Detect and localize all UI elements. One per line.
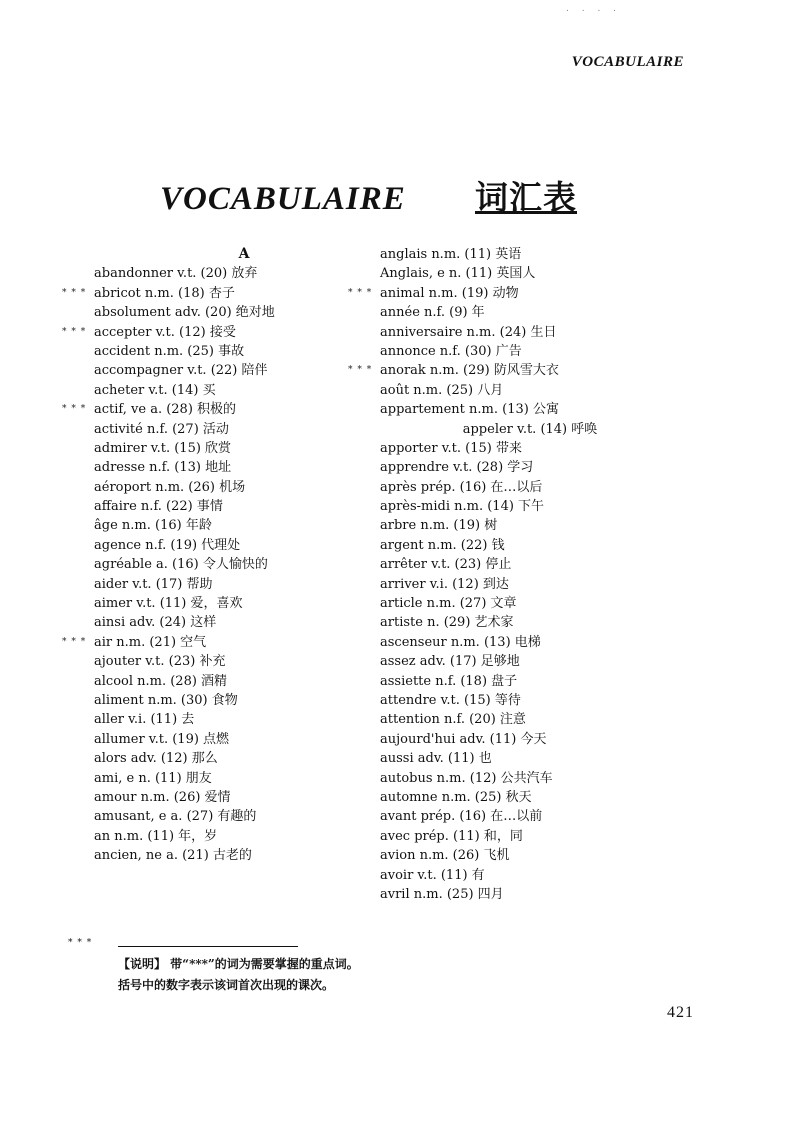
vocab-entry: avril n.m. (25) 四月 bbox=[380, 886, 504, 902]
vocab-entry: activité n.f. (27) 活动 bbox=[94, 421, 229, 437]
vocab-entry: allumer v.t. (19) 点燃 bbox=[94, 731, 230, 747]
vocab-entry: * * * abricot n.m. (18) 杏子 bbox=[94, 284, 394, 303]
vocab-entry: accompagner v.t. (22) 陪伴 bbox=[94, 363, 268, 379]
vocab-entry: aider v.t. (17) 帮助 bbox=[94, 576, 213, 592]
vocab-entry: après-midi n.m. (14) 下午 bbox=[380, 499, 545, 515]
vocab-entry: aliment n.m. (30) 食物 bbox=[94, 692, 238, 708]
vocab-entry: attendre v.t. (15) 等待 bbox=[380, 692, 521, 708]
vocab-entry: argent n.m. (22) 钱 bbox=[380, 537, 505, 553]
vocab-entry: agréable a. (16) 令人愉快的 bbox=[94, 557, 268, 573]
vocab-entry: appeler v.t. (14) 呼唤 bbox=[462, 421, 598, 437]
vocab-entry: assiette n.f. (18) 盘子 bbox=[380, 673, 518, 689]
right-column bbox=[380, 245, 680, 904]
vocab-entry: août n.m. (25) 八月 bbox=[380, 382, 504, 398]
vocab-entry: * * * anorak n.m. (29) 防风雪大衣 bbox=[380, 361, 680, 380]
vocab-entry: assez adv. (17) 足够地 bbox=[380, 654, 520, 670]
vocab-entry: ainsi adv. (24) 这样 bbox=[94, 615, 217, 631]
vocab-entry: ancien, ne a. (21) 古老的 bbox=[94, 848, 252, 864]
running-head: VOCABULAIRE bbox=[571, 54, 684, 70]
vocab-entry: admirer v.t. (15) 欣赏 bbox=[94, 440, 232, 456]
vocab-entry: ami, e n. (11) 朋友 bbox=[94, 770, 212, 786]
vocab-entry: article n.m. (27) 文章 bbox=[380, 596, 517, 612]
vocab-entry: âge n.m. (16) 年龄 bbox=[94, 518, 212, 534]
vocab-entry: avion n.m. (26) 飞机 bbox=[380, 848, 510, 864]
footnote-line-1: 【说明】 带“***”的词为需要掌握的重点词。 bbox=[118, 957, 359, 971]
vocab-entry: an n.m. (11) 年，岁 bbox=[94, 828, 218, 844]
vocab-entry: amour n.m. (26) 爱情 bbox=[94, 789, 231, 805]
vocab-entry: * * * accepter v.t. (12) 接受 bbox=[94, 323, 394, 342]
left-column bbox=[94, 245, 394, 866]
vocab-entry: aller v.i. (11) 去 bbox=[94, 712, 195, 728]
vocab-entry: artiste n. (29) 艺术家 bbox=[380, 615, 514, 631]
vocab-entry: absolument adv. (20) 绝对地 bbox=[94, 305, 275, 321]
vocab-entry: affaire n.f. (22) 事情 bbox=[94, 499, 223, 515]
page-number: 421 bbox=[667, 1004, 694, 1021]
vocab-entry: année n.f. (9) 年 bbox=[380, 305, 485, 321]
title-french: VOCABULAIRE bbox=[160, 181, 406, 217]
vocab-entry: aussi adv. (11) 也 bbox=[380, 751, 492, 767]
vocab-entry: ajouter v.t. (23) 补充 bbox=[94, 654, 226, 670]
rule-dots: * * * bbox=[68, 938, 93, 948]
vocab-entry: alors adv. (12) 那么 bbox=[94, 751, 218, 767]
vocab-entry: annonce n.f. (30) 广告 bbox=[380, 343, 522, 359]
vocab-entry: anniversaire n.m. (24) 生日 bbox=[380, 324, 557, 340]
vocab-entry: agence n.f. (19) 代理处 bbox=[94, 537, 241, 553]
vocab-entry: après prép. (16) 在…以后 bbox=[380, 479, 543, 495]
vocab-entry: Anglais, e n. (11) 英国人 bbox=[380, 266, 536, 282]
vocab-entry: autobus n.m. (12) 公共汽车 bbox=[380, 770, 553, 786]
vocab-entry: appartement n.m. (13) 公寓 bbox=[380, 402, 559, 418]
vocab-entry: * * * actif, ve a. (28) 积极的 bbox=[94, 400, 394, 419]
vocab-entry: aujourd'hui adv. (11) 今天 bbox=[380, 731, 547, 747]
vocab-entry: * * * air n.m. (21) 空气 bbox=[94, 633, 394, 652]
vocab-entry: arrêter v.t. (23) 停止 bbox=[380, 557, 512, 573]
vocab-entry: avant prép. (16) 在…以前 bbox=[380, 809, 543, 825]
vocab-entry: alcool n.m. (28) 酒精 bbox=[94, 673, 228, 689]
vocab-entry: ascenseur n.m. (13) 电梯 bbox=[380, 634, 541, 650]
vocab-entry: avec prép. (11) 和，同 bbox=[380, 828, 523, 844]
vocab-entry: accident n.m. (25) 事故 bbox=[94, 343, 245, 359]
footnote-line-2: 括号中的数字表示该词首次出现的课次。 bbox=[118, 978, 335, 992]
vocab-entry: abandonner v.t. (20) 放弃 bbox=[94, 266, 258, 282]
vocab-entry: acheter v.t. (14) 买 bbox=[94, 382, 216, 398]
vocab-entry: adresse n.f. (13) 地址 bbox=[94, 460, 232, 476]
page-title bbox=[160, 172, 630, 219]
title-chinese: 词汇表 bbox=[475, 181, 577, 217]
vocab-entry: avoir v.t. (11) 有 bbox=[380, 867, 485, 883]
vocab-entry: apporter v.t. (15) 带来 bbox=[380, 440, 522, 456]
vocab-entry: aimer v.t. (11) 爱，喜欢 bbox=[94, 596, 243, 612]
vocab-entry: arbre n.m. (19) 树 bbox=[380, 518, 498, 534]
vocab-entry: apprendre v.t. (28) 学习 bbox=[380, 460, 534, 476]
footnote-rule bbox=[118, 946, 298, 947]
section-letter: A bbox=[238, 246, 250, 262]
vocab-entry: aéroport n.m. (26) 机场 bbox=[94, 479, 246, 495]
vocab-entry: attention n.f. (20) 注意 bbox=[380, 712, 526, 728]
vocab-entry: arriver v.i. (12) 到达 bbox=[380, 576, 509, 592]
vocab-entry: amusant, e a. (27) 有趣的 bbox=[94, 809, 257, 825]
header-dots: . . . . bbox=[566, 4, 622, 14]
vocab-entry: automne n.m. (25) 秋天 bbox=[380, 789, 532, 805]
vocab-entry: * * * animal n.m. (19) 动物 bbox=[380, 284, 680, 303]
vocab-entry: anglais n.m. (11) 英语 bbox=[380, 247, 522, 262]
